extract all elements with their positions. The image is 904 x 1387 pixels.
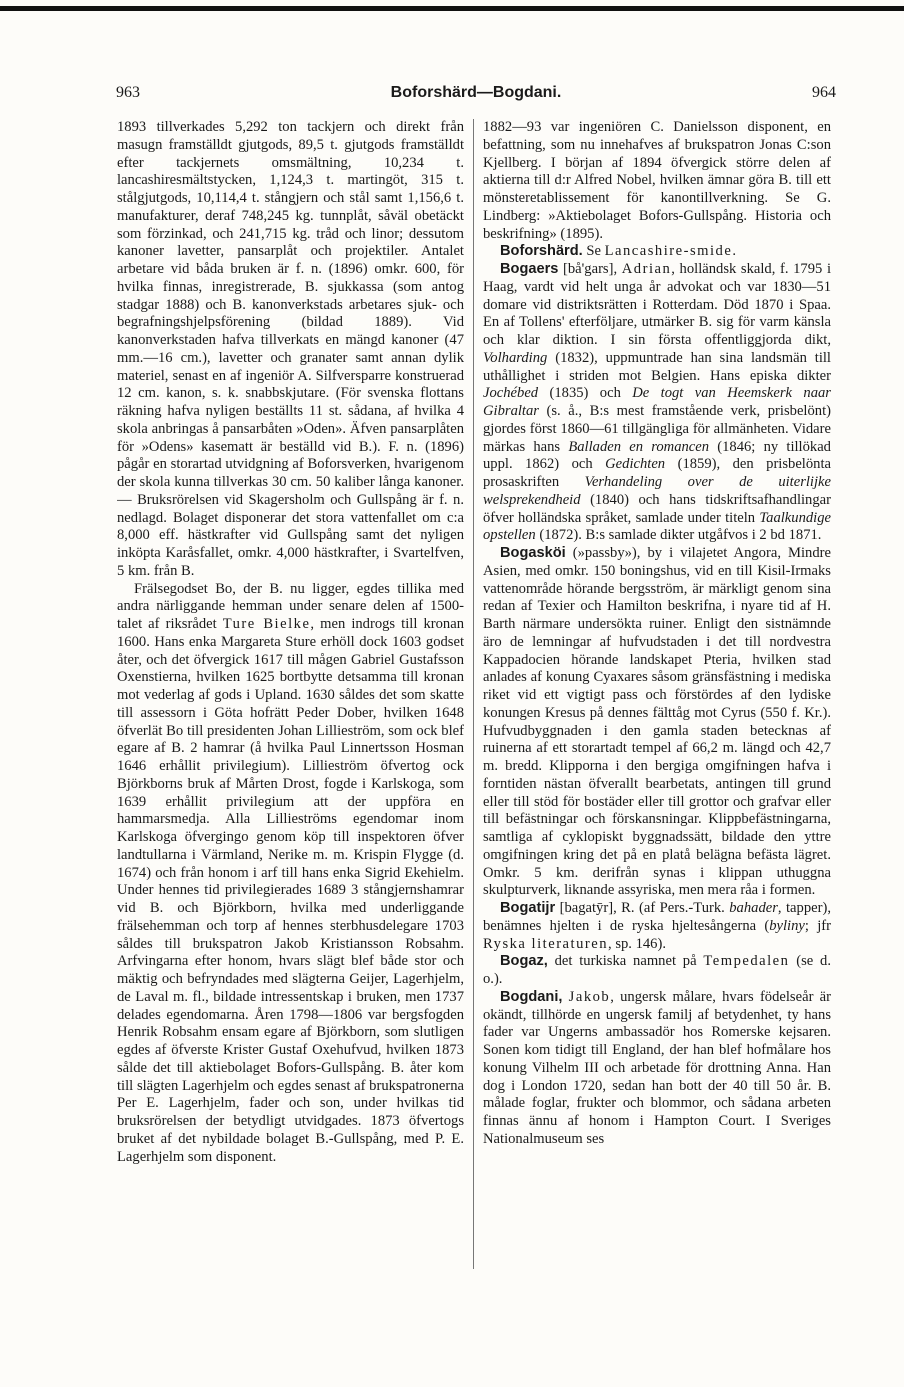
- right-column: [483, 119, 831, 1271]
- paragraph-bofors-production: 1893 tillverkades 5,292 ton tackjern och direkt från masugn framställdt gjutgods, 89,5 t. gjutgods framställdt efter tackjernets omsmältning, 10,234 t. lancashiresmältstycken, 1,124,3 t. martingöt, 315 t. stålgjutgods, 10,114,4 t. stångjern och stål samt 1,156,6 t. manufakturer, deraf 748,245 kg. tunnplåt, såväl obetäckt som förzinkad, och 241,715 kg. tråd och linor; dessutom kanoner lavetter, pansarplåt och projektiler. Antalet arbetare vid båda bruken är f. n. (1896) omkr. 600, för hvilka finnas, inregistrerade, B. sjukkassa (som antog stadgar 1888) och B. kanonverkstads arbetares sjuk- och begrafningshjelpsförening (bildad 1889). Vid kanonverkstaden hafva tillverkats en mängd kanoner (47 mm.—16 cm.), lavetter och granater samt annan dylik materiel, senast en af ingeniör A. Silfversparre konstruerad 12 cm. kanon, s. k. snabbskjutare. (För svenska flottans räkning hafva nyligen beställts 11 st. sådana, af hvilka 4 skola anbringas å pansarbåten »Oden». Äfven pansarplåten för »Odens» kasematt är beställd vid B.). F. n. (1896) pågår en storartad utvidgning af Boforsverken, hvarigenom der skola kunna tillverkas 30 cm. 50 kaliber långa kanoner. — Bruksrörelsen vid Skagersholm och Gullspång är f. n. nedlagd. Bolaget disponerar det stora vattenfallet om c:a 8,000 eff. hästkrafter vid Gullspång samt det nyligen inköpta Karåsfallet, omkr. 4,000 hästkrafter, i Svartelfven, 5 km. från B.: [117, 119, 464, 579]
- page-number-left: 963: [116, 84, 140, 101]
- entry-headword: Bogatijr: [500, 900, 556, 916]
- entry-headword: Bogdani,: [500, 988, 563, 1005]
- cross-reference: Tempedalen: [703, 953, 790, 970]
- page-title: Boforshärd—Bogdani.: [390, 84, 562, 101]
- cross-reference: Lancashire-smide: [604, 243, 733, 260]
- entry-bogaers: Bogaers [bå'gars], Adrian, holländsk skald, f. 1795 i Haag, vardt vid helt unga år advokat och var 1830—51 domare vid distriktsrätten i Rotterdam. Död 1870 i Spaa. En af Tollens' efterföljare, utmärker B. sig för varm känsla och klar diktion. I sin första offentliggjorda dikt, Volharding (1832), uppmuntrade han sina landsmän till uthållighet i striden mot Belgien. Hans episka dikter Jochébed (1835) och De togt van Heemskerk naar Gibraltar (s. å., B:s mest framstående verk, prisbelönt) gjordes först 1860—61 tillgängliga för allmänheten. Vidare märkas hans Balladen en romancen (1846; ny tillökad uppl. 1862) och Gedichten (1859), den prisbelönta prosaskriften Verhandeling over de uiterlijke welsprekendheid (1840) och hans tidskriftsafhandlingar öfver holländska språket, samlade under titeln Taalkundige opstellen (1872). B:s samlade dikter utgåfvos i 2 bd 1871.: [483, 261, 831, 544]
- entry-bogdani: Bogdani, Jakob, ungersk målare, hvars födelseår är okändt, tillhörde en ungersk familj af betydenhet, ty hans fader var Ungerns ambassadör hos Romerske kejsaren. Sonen kom tidigt till England, der han blef hofmålare hos konung Vilhelm III och arbetade för drottning Anna. Han dog i London 1720, sedan han bott der 40 till 50 år. B. målade foglar, frukter och blommor, och sådana arbeten finnas ännu af honom i Hampton Court. I Sveriges Nationalmuseum ses: [483, 988, 831, 1147]
- entry-headword: Bogaz,: [500, 953, 548, 970]
- column-divider: [473, 119, 474, 1269]
- paragraph-bofors-history: Frälsegodset Bo, der B. nu ligger, egdes tillika med andra närliggande hemman under senare delen af 1500-talet af riksrådet Ture Bielke, men indrogs till kronan 1600. Hans enka Margareta Sture erhöll dock 1603 godset åter, och det öfvergick 1617 till mågen Gabriel Gustafsson Oxenstierna, hvilken 1625 bortbytte detsamma till kronan mot vederlag af gods i Upland. 1630 såldes det som skatte till assessorn i Göta hofrätt Peder Dober, hvilken 1648 öfverlät Bo till presidenten Johan Lillieström, som ock blef egare af B. 2 hamrar (å hvilka Paul Linnertsson Hosman 1646 erhållit privilegium). Lillieström öfvertog ock Björkborns bruk af Mårten Drost, fogde i Karlskoga, som 1639 erhållit privilegium att der uppföra en hammarsmedja. Alla Lillieströms egendomar inom Karlskoga öfvergingo genom köp till inspektoren öfver landtullarna i Värmland, Nerike m. m. Krispin Flygge (d. 1674) och från honom i arf till hans enka Sigrid Ekehielm. Under hennes tid privilegierades 1689 3 stångjernshamrar vid B. och Björkborn, hvilka med underliggande frälsehemman och torp af hennes sterbhusdelegare 1703 såldes till brukspatron Jakob Kristiansson Robsahm. Arfvingarna efter honom, hvars slägt blef både stor och mäktig och befryndades med slägterna Geijer, Lagerhjelm, de Laval m. fl., bildade intressentskap i bruken, men 1737 delades egendomarna. Åren 1798—1806 var bergsfogden Henrik Robsahm ensam egare af Björkborn, som slutligen egdes af öfverste Krister Gustaf Oxehufvud, hvilken 1873 sålde det till aktiebolaget Bofors-Gullspång. B. åter kom till slägten Lagerhjelm och egdes senast af brukspatronerna Per E. Lagerhjelm, fader och son, under hvilkas tid bruksrörelsen der betydligt utvidgades. 1873 öfvertogs bruket af det nybildade bolaget B.-Gullspång, med P. E. Lagerhjelm som disponent.: [117, 580, 464, 1165]
- entry-headword: Boforshärd.: [500, 243, 583, 260]
- entry-bogatijr: Bogatijr [bagatȳr], R. (af Pers.-Turk. bahader, tapper), benämnes hjelten i de ryska hjeltesångerna (byliny; jfr Ryska literaturen, sp. 146).: [483, 900, 831, 952]
- page-header: [116, 84, 836, 106]
- entry-bogaskoi: Bogasköi (»passby»), by i vilajetet Angora, Mindre Asien, med omkr. 150 boningshus, vid en till Kisil-Irmaks vattenområde hörande bergsström, är märkligt genom sina redan af Texier och Hamilton beskrifna, i nyare tid af H. Barth närmare undersökta ruiner. Enligt den sistnämnde äro de lemningar af hufvudstaden i det till nordvestra Kappadocien hörande landskapet Pteria, hvilken stad anlades af konung Cyaxares såsom gränsfästning i mediska riket vid ett vigtigt pass och förstördes af den lydiske konungen Kresus på dennes fälttåg mot Cyrus (550 f. Kr.). Hufvudbyggnaden i den gamla staden betecknas af ruinerna af ett storartadt tempel af 66,2 m. längd och 42,7 m. bredd. Klipporna i den bergiga omgifningen hafva i forntiden nästan öfverallt bearbetats, antingen till grund eller till stöd för bostäder eller till grottor och grafvar eller till befästningar och förskansningar. Klippbefästningarna, samtliga af cyklopiskt byggnadssätt, bildade den yttre omgifningen kring det på en platå belägna befästa lägret. Omkr. 5 km. derifrån synas i klippan uthuggna skulpturverk, liknande assyriska, men mera råa i formen.: [483, 545, 831, 899]
- entry-headword: Bogaers: [500, 261, 559, 277]
- paragraph-bofors-continued: 1882—93 var ingeniören C. Danielsson disponent, en befattning, som nu innehafves af brukspatron Jonas C:son Kjellberg. I början af 1894 öfvergick större delen af aktierna till d:r Alfred Nobel, hvilken ämnar göra B. till ett mönsteretablissement för kanontillverkning. Se G. Lindberg: »Aktiebolaget Bofors-Gullspång. Historia och beskrifning» (1895).: [483, 119, 831, 242]
- page-number-right: 964: [812, 84, 836, 101]
- entry-boforshard: Boforshärd. Se Lancashire-smide.: [500, 243, 736, 260]
- cross-reference: Ryska literaturen: [483, 935, 609, 952]
- page-top-rule: [0, 6, 904, 11]
- left-column: [117, 119, 464, 1271]
- entry-bogaz: Bogaz, det turkiska namnet på Tempedalen (se d. o.).: [483, 953, 831, 987]
- entry-headword: Bogasköi: [500, 545, 566, 561]
